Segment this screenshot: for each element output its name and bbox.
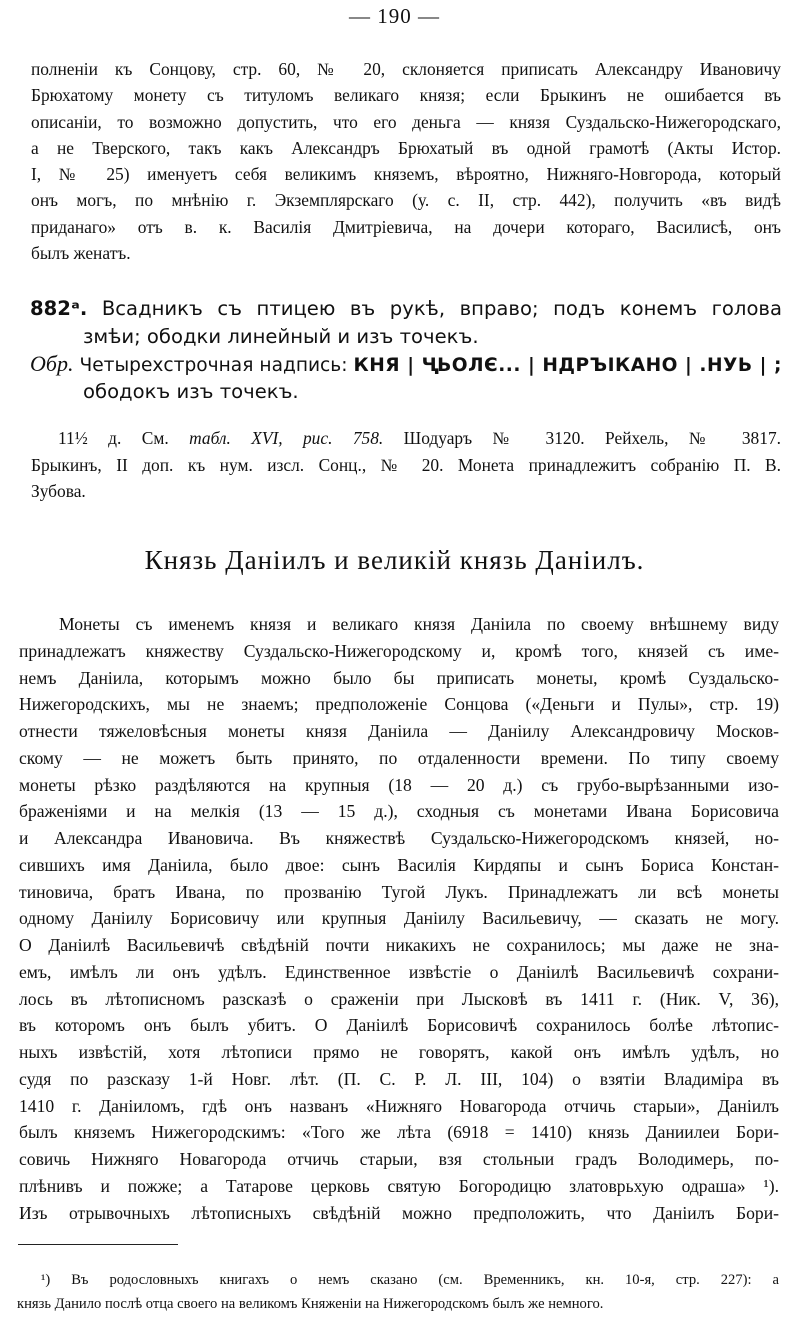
entry-line	[30, 350, 782, 378]
text-line: въ которомъ онъ былъ убитъ. О Даніилѣ Борисовичѣ сохранилось болѣе лѣтопис-	[19, 1015, 779, 1036]
text-line: монеты рѣзко раздѣляются на крупныя (18 — 20 д.) съ грубо-вырѣзанными изо-	[19, 774, 779, 795]
text-line: отнести тяжеловѣсныя монеты князя Даніила — Даніилу Александровичу Москов-	[19, 721, 779, 741]
text-line: Изъ отрывочныхъ лѣтописныхъ свѣдѣній можно предположить, что Даніилъ Бори-	[19, 1202, 779, 1223]
text-line: браженіями и на мелкія (13 — 15 д.), сходныя съ монетами Ивана Борисовича	[19, 801, 779, 822]
text-line: одному Даніилу Борисовичу или крупныя Даніилу Васильевичу, — сказать не могу.	[19, 908, 779, 929]
entry-line	[30, 295, 782, 323]
reference-line	[31, 425, 781, 452]
text-line: Монеты съ именемъ князя и великаго князя Даніила по своему внѣшнему виду	[59, 614, 779, 634]
reference-line: Зубова.	[31, 481, 86, 501]
obverse-label: Обр.	[30, 351, 74, 377]
text-line: плѣнивъ и пожже; а Татарове церковь святую Богородицю златоврьхую одраша» ¹).	[19, 1175, 779, 1196]
footnote-line: ¹) Въ родословныхъ книгахъ о немъ сказано (см. Временникъ, кн. 10-я, стр. 227): а	[41, 1272, 779, 1288]
text-line: скому — не можетъ быть принято, по отдаленности времени. По типу своему	[19, 747, 779, 768]
text-line: судя по разсказу 1-й Новг. лѣт. (П. С. Р. Л. III, 104) о взятіи Владиміра въ	[19, 1068, 779, 1089]
text-line: емъ, имѣлъ ли онъ удѣлъ. Единственное извѣстіе о Даніилѣ Васильевичѣ сохрани-	[19, 961, 779, 982]
catalog-references: Шодуаръ № 3120. Рейхель, № 3817.	[403, 428, 781, 448]
text-line: Нижегородскихъ, мы не знаемъ; предположеніе Сонцова («Деньги и Пулы», стр. 19)	[19, 694, 779, 715]
text-line: онъ могъ, по мнѣнію г. Экземплярскаго (у. с. II, стр. 442), получить «въ видѣ	[31, 190, 781, 211]
text-line: сившихъ имя Даніила, было двое: сынъ Василія Кирдяпы и сынъ Бориса Констан-	[19, 854, 779, 875]
text-line: былъ княземъ Нижегородскимъ: «Того же лѣта (6918 = 1410) князь Даниилеи Бори-	[19, 1122, 779, 1143]
text-line: а не Тверского, такъ какъ Александръ Брюхатый въ одной грамотѣ (Акты Истор.	[31, 137, 781, 158]
text-line: О Даніилѣ Васильевичѣ свѣдѣній почти никакихъ не сохранилось; мы даже не зна-	[19, 935, 779, 955]
plate-reference: табл. XVI, рис. 758.	[189, 428, 384, 448]
obverse-text: Четырехстрочная надпись:	[79, 355, 348, 377]
text-line: и Александра Ивановича. Въ княжествѣ Суздальско-Нижегородскомъ князей, но-	[19, 828, 779, 848]
text-line: принадлежатъ княжеству Суздальско-Нижегородскому и, кромѣ того, князей съ име-	[19, 640, 779, 661]
coin-size: 11½ д. См.	[58, 428, 169, 448]
text-line: лось въ лѣтописномъ разсказѣ о сраженіи при Лысковѣ въ 1411 г. (Ник. V, 36),	[19, 988, 779, 1009]
inscription-text: КНЯ | ҶЬОЛЄ... | НДРЪІКАНО | .НУЬ | ;	[353, 355, 782, 377]
text-line: тиновича, братъ Ивана, по прозванію Тугой Лукъ. Принадлежатъ ли всѣ монеты	[19, 881, 779, 902]
text-line: ныхъ извѣстій, хотя лѣтописи прямо не говорятъ, какой онъ имѣлъ удѣлъ, но	[19, 1042, 779, 1062]
text-line: описаніи, то возможно допустить, что его деньга — князя Суздальско-Нижегородскаго,	[31, 111, 781, 132]
page-number: — 190 —	[349, 4, 440, 28]
footnote	[17, 1268, 779, 1316]
text-line: немъ Даніила, которымъ можно было бы приписать монеты, кромѣ Суздальско-	[19, 667, 779, 688]
text-line: 1410 г. Даніиломъ, гдѣ онъ названъ «Нижняго Новагорода отчичь старыи», Даніилъ	[19, 1095, 779, 1116]
text-line: былъ женатъ.	[31, 243, 131, 264]
entry-description: Всадникъ съ птицею въ рукѣ, вправо; подъ конемъ голова	[101, 297, 782, 320]
text-line: Брюхатому монету съ титуломъ великаго князя; если Брыкинъ не ошибается въ	[31, 85, 781, 106]
text-line: приданаго» отъ в. к. Василія Дмитріевича, на дочери котораго, Василисѣ, онъ	[31, 216, 781, 237]
text-line: полненіи къ Сонцову, стр. 60, № 20, склоняется приписать Александру Ивановичу	[31, 59, 781, 79]
entry-number: 882ᵃ.	[30, 297, 88, 320]
coin-reference	[31, 425, 781, 505]
continuation-paragraph	[31, 56, 781, 266]
footnote-rule	[18, 1244, 178, 1245]
reference-line: Брыкинъ, II доп. къ нум. изсл. Сонц., № 20. Монета принадлежитъ собранію П. В.	[31, 454, 781, 475]
section-heading: Князь Даніилъ и великій князь Даніилъ.	[144, 545, 645, 575]
footnote-line: князь Данило послѣ отца своего на великомъ Княженіи на Нижегородскомъ былъ же немного.	[17, 1296, 604, 1312]
body-paragraph	[19, 611, 779, 1226]
text-line: I, № 25) именуетъ себя великимъ княземъ, вѣроятно, Нижняго-Новгорода, который	[31, 164, 781, 185]
entry-line: ободокъ изъ точекъ.	[83, 380, 299, 404]
text-line: совичь Нижняго Новагорода отчичь старыи, взя стольныи градъ Володимерь, по-	[19, 1149, 779, 1169]
coin-entry-882a	[30, 295, 782, 406]
entry-line: змѣи; ободки линейный и изъ точекъ.	[83, 324, 479, 348]
